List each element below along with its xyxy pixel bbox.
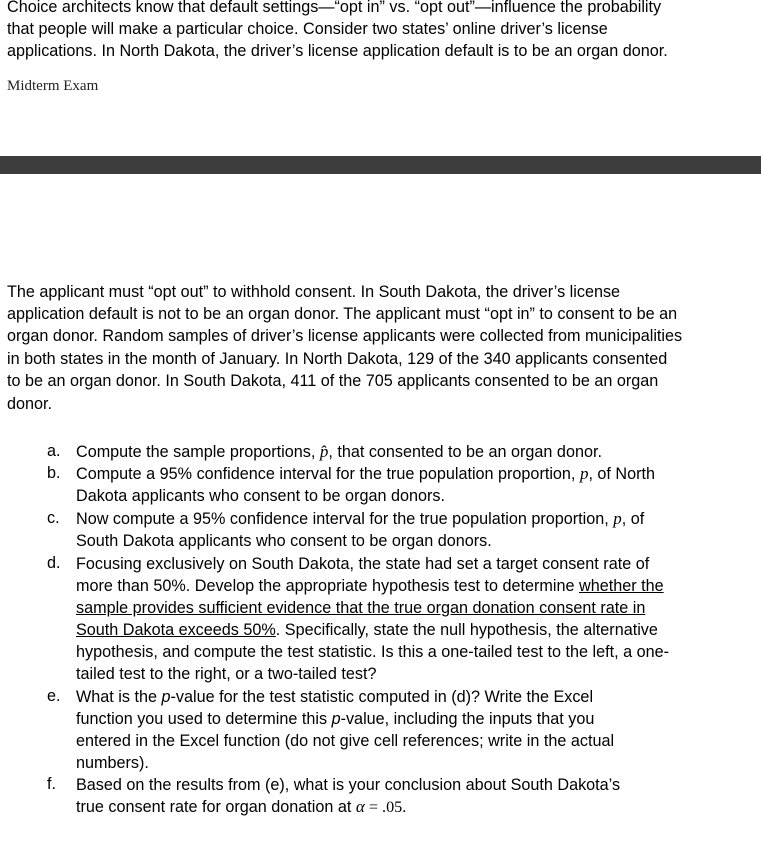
p-symbol: p	[579, 464, 589, 483]
underlined-text: South Dakota exceeds 50%	[76, 621, 276, 639]
body-line-2: application default is not to be an organ donor. The applicant must “opt in” to consent to be an	[7, 305, 678, 323]
question-line: South Dakota applicants who consent to be organ donors.	[76, 532, 492, 550]
question-marker: c.	[47, 509, 60, 527]
question-line: What is the p-value for the test statistic computed in (d)? Write the Excel	[76, 688, 594, 706]
question-marker: b.	[47, 464, 61, 482]
question-line: more than 50%. Develop the appropriate hypothesis test to determine whether the	[76, 577, 664, 595]
intro-line-2: that people will make a particular choice. Consider two states’ online driver’s license	[7, 20, 608, 38]
question-line: numbers).	[76, 754, 149, 772]
question-marker: e.	[47, 687, 61, 705]
intro-line-3: applications. In North Dakota, the driver’s license application default is to be an organ donor.	[7, 42, 668, 60]
question-line: South Dakota exceeds 50%. Specifically, state the null hypothesis, the alternative	[76, 621, 658, 639]
question-marker: d.	[47, 554, 61, 572]
question-line: hypothesis, and compute the test statistic. Is this a one-tailed test to the left, a one-	[76, 643, 669, 661]
question-line: Now compute a 95% confidence interval for the true population proportion, p, of	[76, 509, 645, 528]
question-line	[76, 597, 761, 619]
body-line-4: in both states in the month of January. In North Dakota, 129 of the 340 applicants consented	[7, 350, 668, 368]
p-symbol: p	[613, 509, 622, 528]
question-line: Focusing exclusively on South Dakota, the state had set a target consent rate of	[76, 555, 650, 573]
p-hat-symbol: p̂	[319, 442, 329, 461]
question-line: tailed test to the right, or a two-tailed test?	[76, 665, 377, 683]
alpha-value: = .05.	[364, 798, 407, 816]
body-line-5: to be an organ donor. In South Dakota, 411 of the 705 applicants consented to be an organ	[7, 372, 659, 390]
intro-line-1: Choice architects know that default settings—“opt in” vs. “opt out”—influence the probability	[7, 0, 662, 16]
question-line: entered in the Excel function (do not give cell references; write in the actual	[76, 732, 615, 750]
body-line-6: donor.	[7, 395, 53, 413]
p-italic: p	[161, 688, 171, 706]
body-line-3: organ donor. Random samples of driver’s license applicants were collected from municipalities	[7, 327, 683, 345]
question-line: Compute the sample proportions, p̂, that consented to be an organ donor.	[76, 442, 602, 461]
page-break-bar	[0, 156, 761, 174]
question-line: function you used to determine this p-value, including the inputs that you	[76, 710, 595, 728]
question-line: true consent rate for organ donation at α = .05.	[76, 797, 407, 816]
underlined-text: sample provides sufficient evidence that the true organ donation consent rate in	[76, 599, 646, 617]
body-line-1: The applicant must “opt out” to withhold consent. In South Dakota, the driver’s license	[7, 283, 621, 301]
page-footer: Midterm Exam	[7, 78, 99, 94]
underlined-text: whether the	[579, 577, 664, 595]
question-marker: f.	[47, 775, 56, 793]
alpha-symbol: α	[355, 797, 365, 816]
question-line: Based on the results from (e), what is your conclusion about South Dakota’s	[76, 776, 621, 794]
question-marker: a.	[47, 442, 61, 460]
p-italic: p	[331, 710, 341, 728]
question-line: Dakota applicants who consent to be organ donors.	[76, 487, 445, 505]
question-line: Compute a 95% confidence interval for the true population proportion, p, of North	[76, 464, 656, 483]
